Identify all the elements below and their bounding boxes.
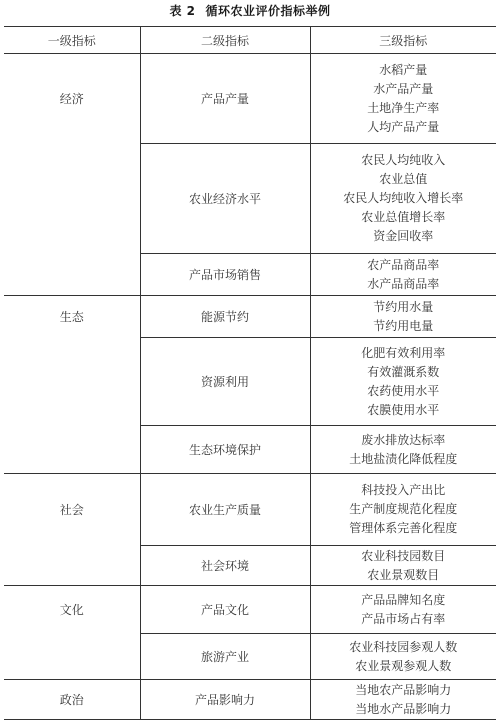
table-row [4, 474, 496, 546]
level2-cell: 社会环境 [140, 546, 310, 586]
level3-item: 农膜使用水平 [367, 402, 440, 417]
level1-cell: 社会 [4, 474, 140, 546]
header-level3: 三级指标 [310, 27, 496, 54]
level3-cell [310, 144, 496, 254]
header-level2: 二级指标 [140, 27, 310, 54]
table-number: 表 2 [169, 4, 196, 18]
table-row [4, 254, 496, 296]
level3-item: 生产制度规范化程度 [349, 502, 458, 516]
level3-item: 当地水产品影响力 [355, 701, 452, 716]
header-row [4, 27, 496, 54]
level3-item: 水产品产量 [373, 81, 434, 96]
level3-item: 废水排放达标率 [361, 432, 446, 447]
level2-cell: 旅游产业 [140, 634, 310, 680]
level3-cell [310, 680, 496, 720]
table-row [4, 338, 496, 426]
level1-cell: 经济 [4, 54, 140, 144]
level2-cell: 产品产量 [140, 54, 310, 144]
level3-item: 农业景观数目 [367, 567, 440, 582]
level3-item: 农民人均纯收入增长率 [343, 191, 464, 205]
level3-cell [310, 254, 496, 296]
level3-item: 科技投入产出比 [361, 483, 446, 497]
level1-cell [4, 634, 140, 680]
level3-item: 资金回收率 [373, 229, 434, 243]
indicator-table [4, 26, 496, 720]
level3-item: 产品品牌知名度 [361, 592, 446, 607]
level1-cell [4, 254, 140, 296]
level3-cell [310, 426, 496, 474]
table-body [4, 54, 496, 720]
table-row [4, 426, 496, 474]
level3-item: 农业总值增长率 [361, 210, 446, 224]
table-row [4, 296, 496, 338]
table-row [4, 546, 496, 586]
header-level1: 一级指标 [4, 27, 140, 54]
level2-cell: 能源节约 [140, 296, 310, 338]
level2-cell: 农业生产质量 [140, 474, 310, 546]
table-row [4, 54, 496, 144]
level3-item: 人均产品产量 [367, 119, 440, 134]
level3-cell [310, 586, 496, 634]
level1-cell: 政治 [4, 680, 140, 720]
level2-cell: 资源利用 [140, 338, 310, 426]
level3-item: 农业总值 [379, 172, 428, 186]
level3-item: 有效灌溉系数 [367, 364, 440, 379]
level2-cell: 农业经济水平 [140, 144, 310, 254]
level3-item: 水稻产量 [379, 62, 428, 77]
level1-cell: 文化 [4, 586, 140, 634]
table-row [4, 680, 496, 720]
table-title: 循环农业评价指标举例 [205, 4, 331, 18]
level1-cell [4, 426, 140, 474]
level3-item: 农业科技园数目 [361, 548, 446, 563]
level2-cell: 产品文化 [140, 586, 310, 634]
level3-cell [310, 634, 496, 680]
level3-item: 农业景观参观人数 [355, 658, 452, 673]
level3-item: 农产品商品率 [367, 257, 440, 272]
level3-item: 农业科技园参观人数 [349, 639, 458, 654]
table-row [4, 586, 496, 634]
level3-item: 农民人均纯收入 [361, 153, 446, 167]
level3-item: 土地盐渍化降低程度 [349, 451, 458, 466]
level1-cell [4, 338, 140, 426]
level3-item: 水产品商品率 [367, 276, 440, 291]
level3-item: 农药使用水平 [367, 383, 440, 398]
level3-item: 管理体系完善化程度 [349, 521, 458, 535]
level3-item: 产品市场占有率 [361, 611, 446, 626]
level3-cell [310, 54, 496, 144]
level2-cell: 生态环境保护 [140, 426, 310, 474]
level3-cell [310, 338, 496, 426]
level3-item: 化肥有效利用率 [361, 345, 446, 360]
table-row [4, 634, 496, 680]
level2-cell: 产品市场销售 [140, 254, 310, 296]
level3-cell [310, 546, 496, 586]
level3-cell [310, 474, 496, 546]
table-row [4, 144, 496, 254]
level3-item: 节约用水量 [373, 299, 434, 314]
level1-cell [4, 546, 140, 586]
level2-cell: 产品影响力 [140, 680, 310, 720]
level3-item: 节约用电量 [373, 318, 434, 333]
level3-cell [310, 296, 496, 338]
level1-cell: 生态 [4, 296, 140, 338]
level1-cell [4, 144, 140, 254]
level3-item: 土地净生产率 [367, 100, 440, 115]
table-caption [0, 2, 500, 19]
level3-item: 当地农产品影响力 [355, 682, 452, 697]
